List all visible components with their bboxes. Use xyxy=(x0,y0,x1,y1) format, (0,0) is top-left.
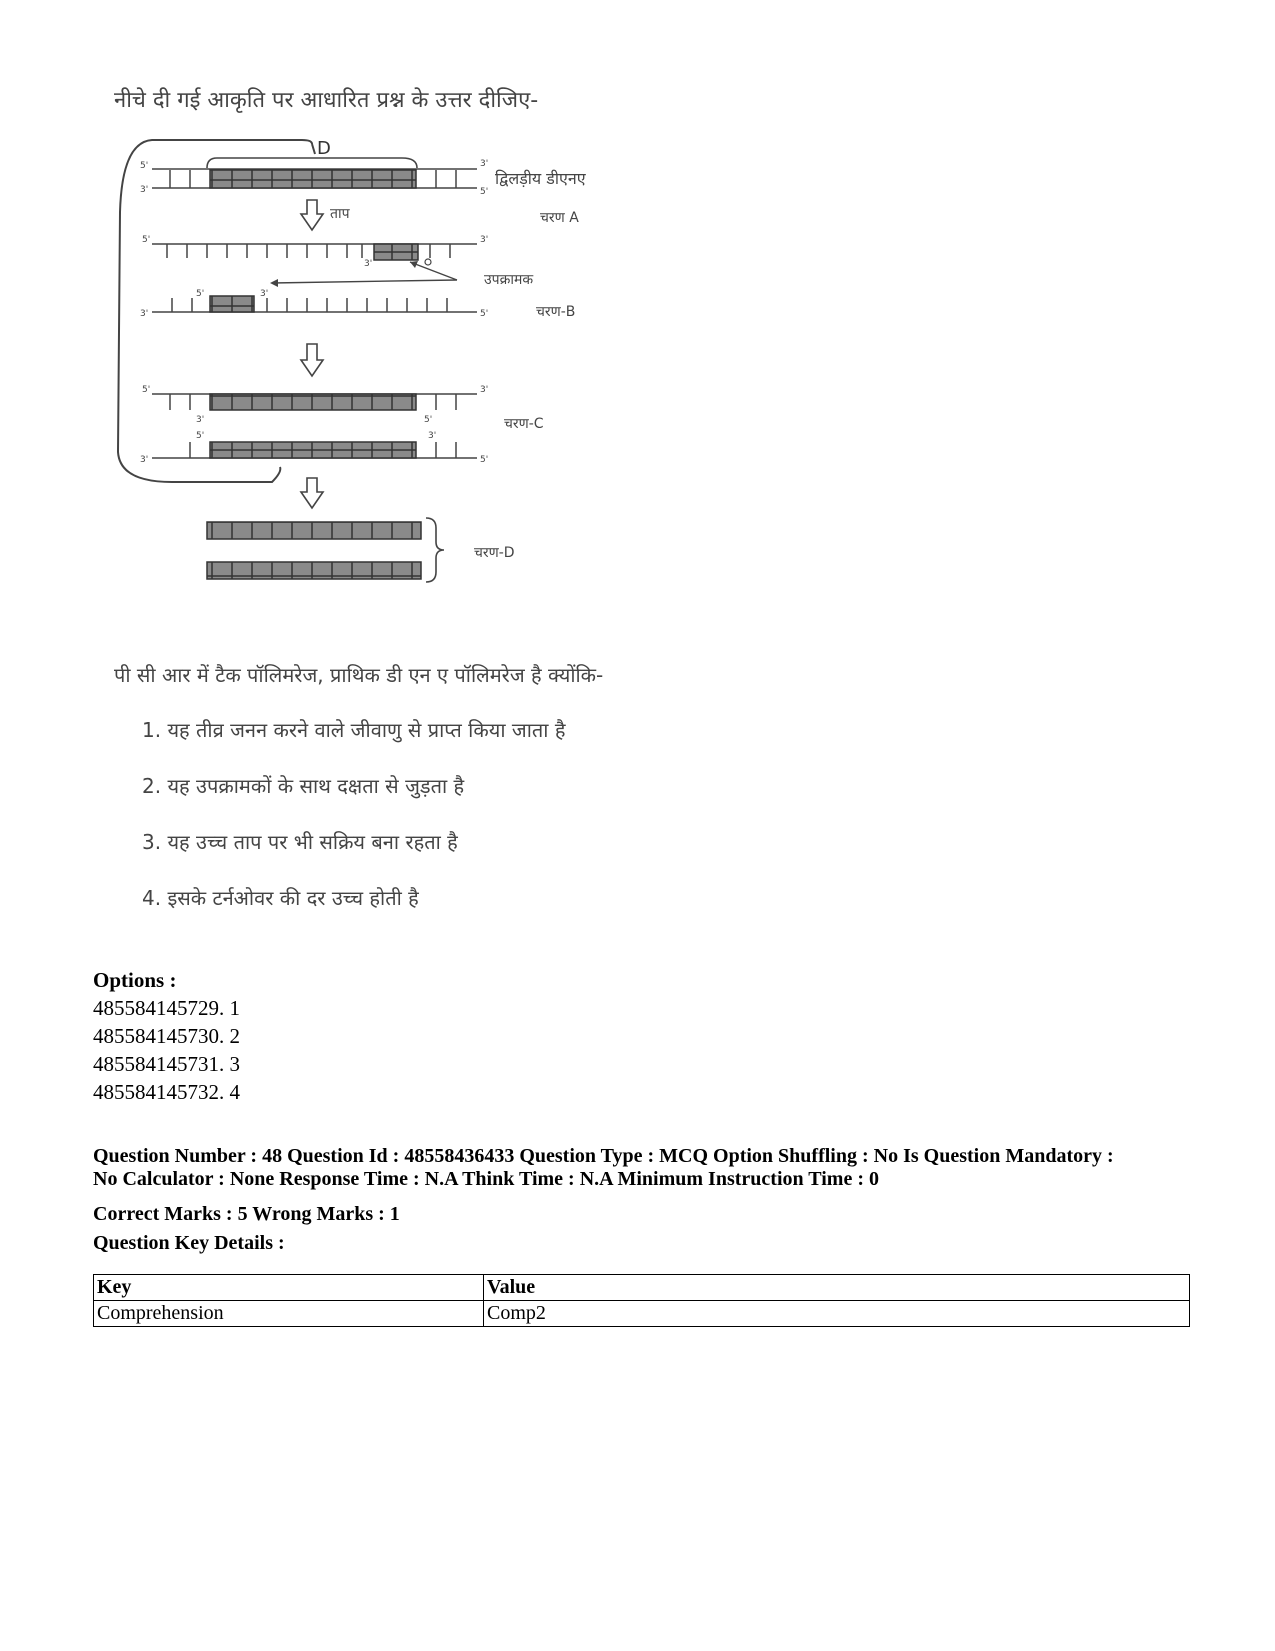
question-stem: पी सी आर में टैक पॉलिमरेज, प्राथिक डी एन ए पॉलिमरेज है क्योंकि- xyxy=(114,663,604,687)
option-item: 485584145730. 2 xyxy=(93,1024,240,1048)
table-row xyxy=(94,1301,1190,1327)
label-dsdna: द्विलड़ीय डीएनए xyxy=(495,169,586,188)
arrow-down-icon xyxy=(301,344,323,376)
svg-text:5': 5' xyxy=(196,431,205,441)
svg-text:3': 3' xyxy=(480,235,489,245)
step-b-top-strand xyxy=(152,244,477,265)
svg-text:5': 5' xyxy=(480,187,489,197)
label-heat: ताप xyxy=(330,206,350,222)
label-step-c: चरण-C xyxy=(504,416,544,432)
svg-text:3': 3' xyxy=(140,455,149,465)
table-cell-key: Comprehension xyxy=(94,1301,484,1327)
label-d: D xyxy=(317,138,331,159)
step-c-strand-1 xyxy=(152,394,477,410)
question-image xyxy=(112,72,732,952)
svg-text:5': 5' xyxy=(142,385,151,395)
svg-text:5': 5' xyxy=(142,235,151,245)
statement-item: 2. यह उपक्रामकों के साथ दक्षता से जुड़ता है xyxy=(142,774,465,798)
marks-line: Correct Marks : 5 Wrong Marks : 1 xyxy=(93,1203,400,1225)
label-step-d: चरण-D xyxy=(474,545,515,561)
table-header-key: Key xyxy=(94,1275,484,1301)
question-meta xyxy=(93,1145,1203,1191)
table-cell-value: Comp2 xyxy=(484,1301,1190,1327)
svg-text:5': 5' xyxy=(196,289,205,299)
svg-text:5': 5' xyxy=(480,455,489,465)
label-step-b: चरण-B xyxy=(536,304,576,320)
svg-text:5': 5' xyxy=(480,309,489,319)
svg-text:3': 3' xyxy=(364,259,373,269)
svg-text:5': 5' xyxy=(140,161,149,171)
option-item: 485584145729. 1 xyxy=(93,996,240,1020)
d-brace xyxy=(207,158,417,168)
question-meta-line-2: No Calculator : None Response Time : N.A Think Time : N.A Minimum Instruction Time : 0 xyxy=(93,1168,879,1190)
svg-text:3': 3' xyxy=(428,431,437,441)
arrow-down-icon xyxy=(301,478,323,508)
options-list xyxy=(93,966,240,1106)
instruction-text: नीचे दी गई आकृति पर आधारित प्रश्न के उत्तर दीजिए- xyxy=(114,88,539,113)
label-primer: उपक्रामक xyxy=(484,272,534,288)
svg-text:3': 3' xyxy=(140,185,149,195)
statement-item: 3. यह उच्च ताप पर भी सक्रिय बना रहता है xyxy=(142,830,458,854)
svg-text:3': 3' xyxy=(140,309,149,319)
svg-text:3': 3' xyxy=(480,385,489,395)
options-heading: Options : xyxy=(93,968,177,992)
table-header-row xyxy=(94,1275,1190,1301)
step-c-strand-2 xyxy=(152,442,477,458)
statement-item: 1. यह तीव्र जनन करने वाले जीवाणु से प्राप्त किया जाता है xyxy=(142,718,566,742)
table-header-value: Value xyxy=(484,1275,1190,1301)
svg-text:3': 3' xyxy=(260,289,269,299)
statement-item: 4. इसके टर्नओवर की दर उच्च होती है xyxy=(142,886,419,910)
key-details-heading: Question Key Details : xyxy=(93,1232,285,1254)
svg-text:3': 3' xyxy=(196,415,205,425)
svg-text:3': 3' xyxy=(480,159,489,169)
step-a-dsdna xyxy=(152,169,477,188)
key-details-table xyxy=(93,1274,1190,1327)
step-d-products xyxy=(207,518,444,582)
heat-arrow-icon xyxy=(301,200,323,230)
svg-text:5': 5' xyxy=(424,415,433,425)
label-step-a: चरण A xyxy=(540,210,579,226)
option-item: 485584145731. 3 xyxy=(93,1052,240,1076)
question-meta-line-1: Question Number : 48 Question Id : 48558436433 Question Type : MCQ Option Shuffling : No Is Question Mandatory : xyxy=(93,1145,1114,1167)
option-item: 485584145732. 4 xyxy=(93,1080,240,1104)
